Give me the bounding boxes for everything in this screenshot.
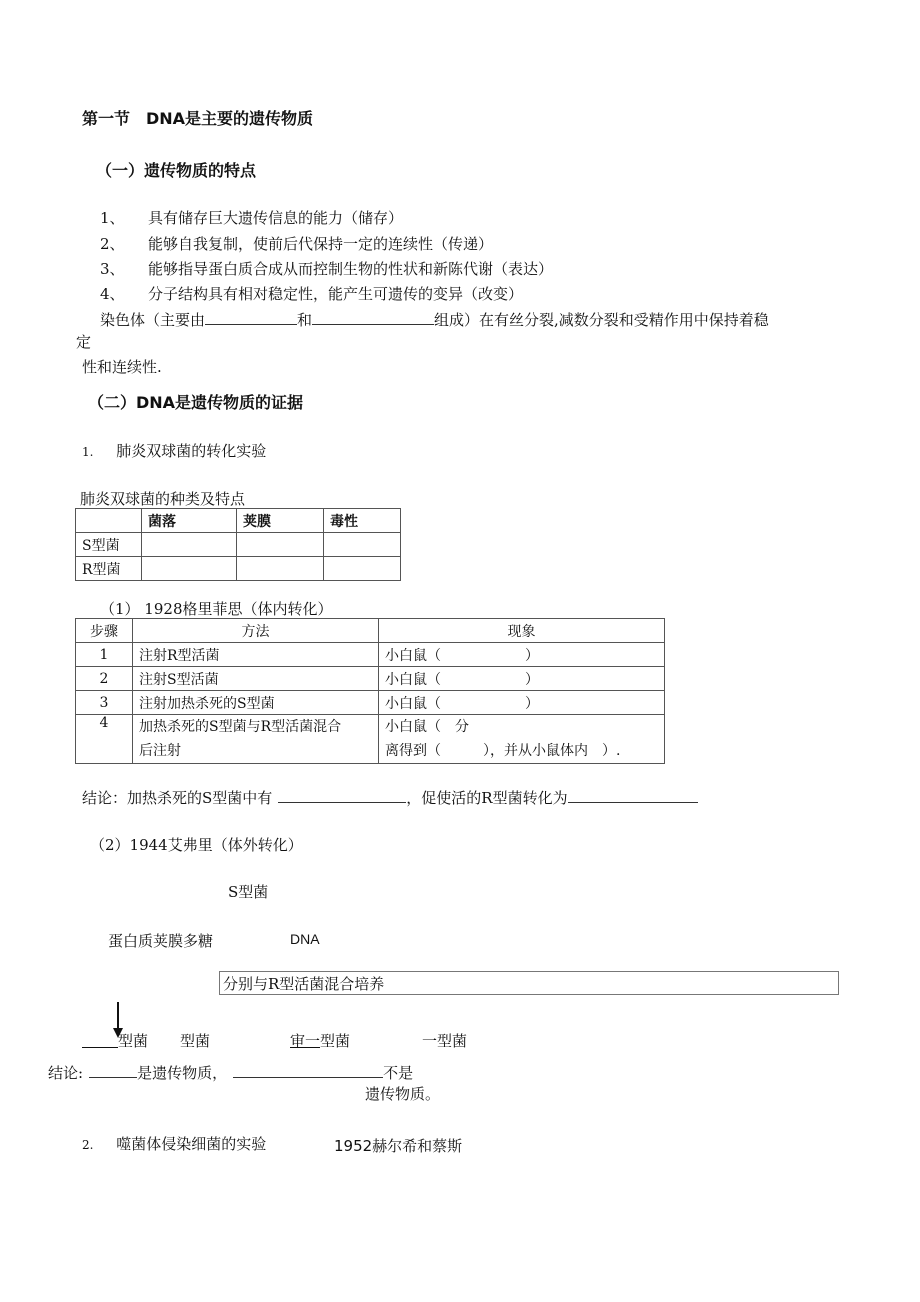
list-item: 具有储存巨大遗传信息的能力（储存） — [148, 209, 404, 227]
table-header: 荚膜 — [237, 509, 324, 533]
result-type-2: 型菌 — [180, 1032, 211, 1050]
result-type-3-suffix: 型菌 — [320, 1032, 351, 1050]
section1-heading: （一）遗传物质的特点 — [96, 161, 257, 180]
table-cell: S型菌 — [76, 533, 142, 557]
conclusion1 — [82, 787, 698, 808]
table-row — [76, 667, 665, 691]
blank-fill[interactable] — [278, 788, 406, 803]
chromosome-line — [100, 309, 769, 330]
blank-fill[interactable] — [312, 310, 434, 325]
result-line-2: 离得到（ ），并从小鼠体内 ）. — [385, 743, 621, 759]
table-header: 方法 — [133, 619, 379, 643]
avery-caption: （2）1944艾弗里（体外转化） — [90, 836, 303, 854]
conclusion1-text-b: ，促使活的R型菌转化为 — [406, 789, 568, 807]
page-title: 第一节 DNA是主要的遗传物质 — [82, 109, 314, 128]
table-cell: R型菌 — [76, 557, 142, 581]
table-cell — [133, 715, 379, 764]
blank-fill[interactable] — [82, 1047, 118, 1048]
types-table — [75, 508, 401, 581]
table-cell: 注射R型活菌 — [133, 643, 379, 667]
list-item-num: 1、 — [100, 209, 125, 227]
table-header: 毒性 — [324, 509, 401, 533]
table-cell[interactable]: 小白鼠（ ） — [379, 691, 665, 715]
conclusion2-text-b: 是遗传物质， — [137, 1064, 228, 1082]
list-item: 能够自我复制，使前后代保持一定的连续性（传递） — [148, 235, 494, 253]
s-type-label: S型菌 — [228, 883, 269, 901]
blank-fill[interactable] — [205, 310, 297, 325]
table-cell[interactable] — [142, 557, 237, 581]
conclusion1-text-a: 结论：加热杀死的S型菌中有 — [82, 789, 273, 807]
chromosome-text-b: 和 — [297, 311, 313, 329]
table-row — [76, 533, 401, 557]
subsection1-title: 肺炎双球菌的转化实验 — [116, 442, 267, 460]
subsection2-title: 噬菌体侵染细菌的实验 — [116, 1135, 267, 1153]
chromosome-wrap: 定 — [76, 333, 92, 351]
table-cell: 4 — [76, 715, 133, 764]
table-cell[interactable] — [324, 533, 401, 557]
table-header — [76, 509, 142, 533]
blank-fill[interactable] — [233, 1063, 383, 1078]
table-header-row — [76, 509, 401, 533]
table-cell: 1 — [76, 643, 133, 667]
arrow-down-icon — [117, 1002, 119, 1029]
table-row — [76, 715, 665, 764]
subsection1 — [82, 440, 266, 461]
table-header-row — [76, 619, 665, 643]
types-caption: 肺炎双球菌的种类及特点 — [80, 490, 246, 508]
subsection2-extra: 1952赫尔希和蔡斯 — [334, 1137, 463, 1155]
conclusion2-text-c: 不是 — [383, 1064, 414, 1082]
list-item-num: 3、 — [100, 260, 125, 278]
table-cell[interactable] — [379, 715, 665, 764]
table-cell: 注射S型活菌 — [133, 667, 379, 691]
table-cell[interactable]: 小白鼠（ ） — [379, 643, 665, 667]
conclusion2-end: 遗传物质。 — [365, 1085, 441, 1103]
result-type-1: 型菌 — [118, 1032, 149, 1050]
griffith-table — [75, 618, 665, 764]
chromosome-end: 性和连续性. — [82, 358, 162, 376]
table-cell[interactable]: 小白鼠（ ） — [379, 667, 665, 691]
section2-heading: （二）DNA是遗传物质的证据 — [88, 393, 304, 412]
table-row — [76, 691, 665, 715]
result-type-3-prefix: 审一 — [290, 1032, 321, 1050]
result-line-1: 小白鼠（ 分 — [385, 719, 469, 735]
conclusion2-text-a: 结论: — [48, 1064, 84, 1082]
table-cell[interactable] — [237, 533, 324, 557]
method-line-2: 后注射 — [139, 743, 181, 759]
table-header: 菌落 — [142, 509, 237, 533]
table-row — [76, 643, 665, 667]
list-item-num: 4、 — [100, 285, 125, 303]
table-cell: 注射加热杀死的S型菌 — [133, 691, 379, 715]
list-item-num: 2、 — [100, 235, 125, 253]
culture-box — [219, 971, 839, 995]
conclusion2 — [48, 1062, 413, 1083]
blank-fill[interactable] — [568, 788, 698, 803]
table-cell[interactable] — [142, 533, 237, 557]
blank-fill[interactable] — [89, 1063, 137, 1078]
subsection1-num: 1. — [82, 445, 94, 459]
method-line-1: 加热杀死的S型菌与R型活菌混合 — [139, 719, 342, 735]
subsection2 — [82, 1133, 266, 1154]
chromosome-text-c: 组成）在有丝分裂,减数分裂和受精作用中保持着稳 — [434, 311, 769, 329]
table-cell[interactable] — [324, 557, 401, 581]
dna-label: DNA — [290, 931, 320, 947]
table-cell[interactable] — [237, 557, 324, 581]
subsection2-num: 2. — [82, 1138, 94, 1152]
chromosome-text-a: 染色体（主要由 — [100, 311, 206, 329]
result-type-4: 一型菌 — [422, 1032, 468, 1050]
table-row — [76, 557, 401, 581]
culture-box-label: 分别与R型活菌混合培养 — [223, 975, 385, 993]
list-item: 能够指导蛋白质合成从而控制生物的性状和新陈代谢（表达） — [148, 260, 554, 278]
griffith-caption: （1） 1928格里菲思（体内转化） — [100, 600, 333, 618]
table-header: 步骤 — [76, 619, 133, 643]
table-cell: 2 — [76, 667, 133, 691]
table-cell: 3 — [76, 691, 133, 715]
components-label: 蛋白质荚膜多糖 — [108, 932, 214, 950]
list-item: 分子结构具有相对稳定性，能产生可遗传的变异（改变） — [148, 285, 524, 303]
result-type-3 — [290, 1030, 350, 1051]
table-header: 现象 — [379, 619, 665, 643]
